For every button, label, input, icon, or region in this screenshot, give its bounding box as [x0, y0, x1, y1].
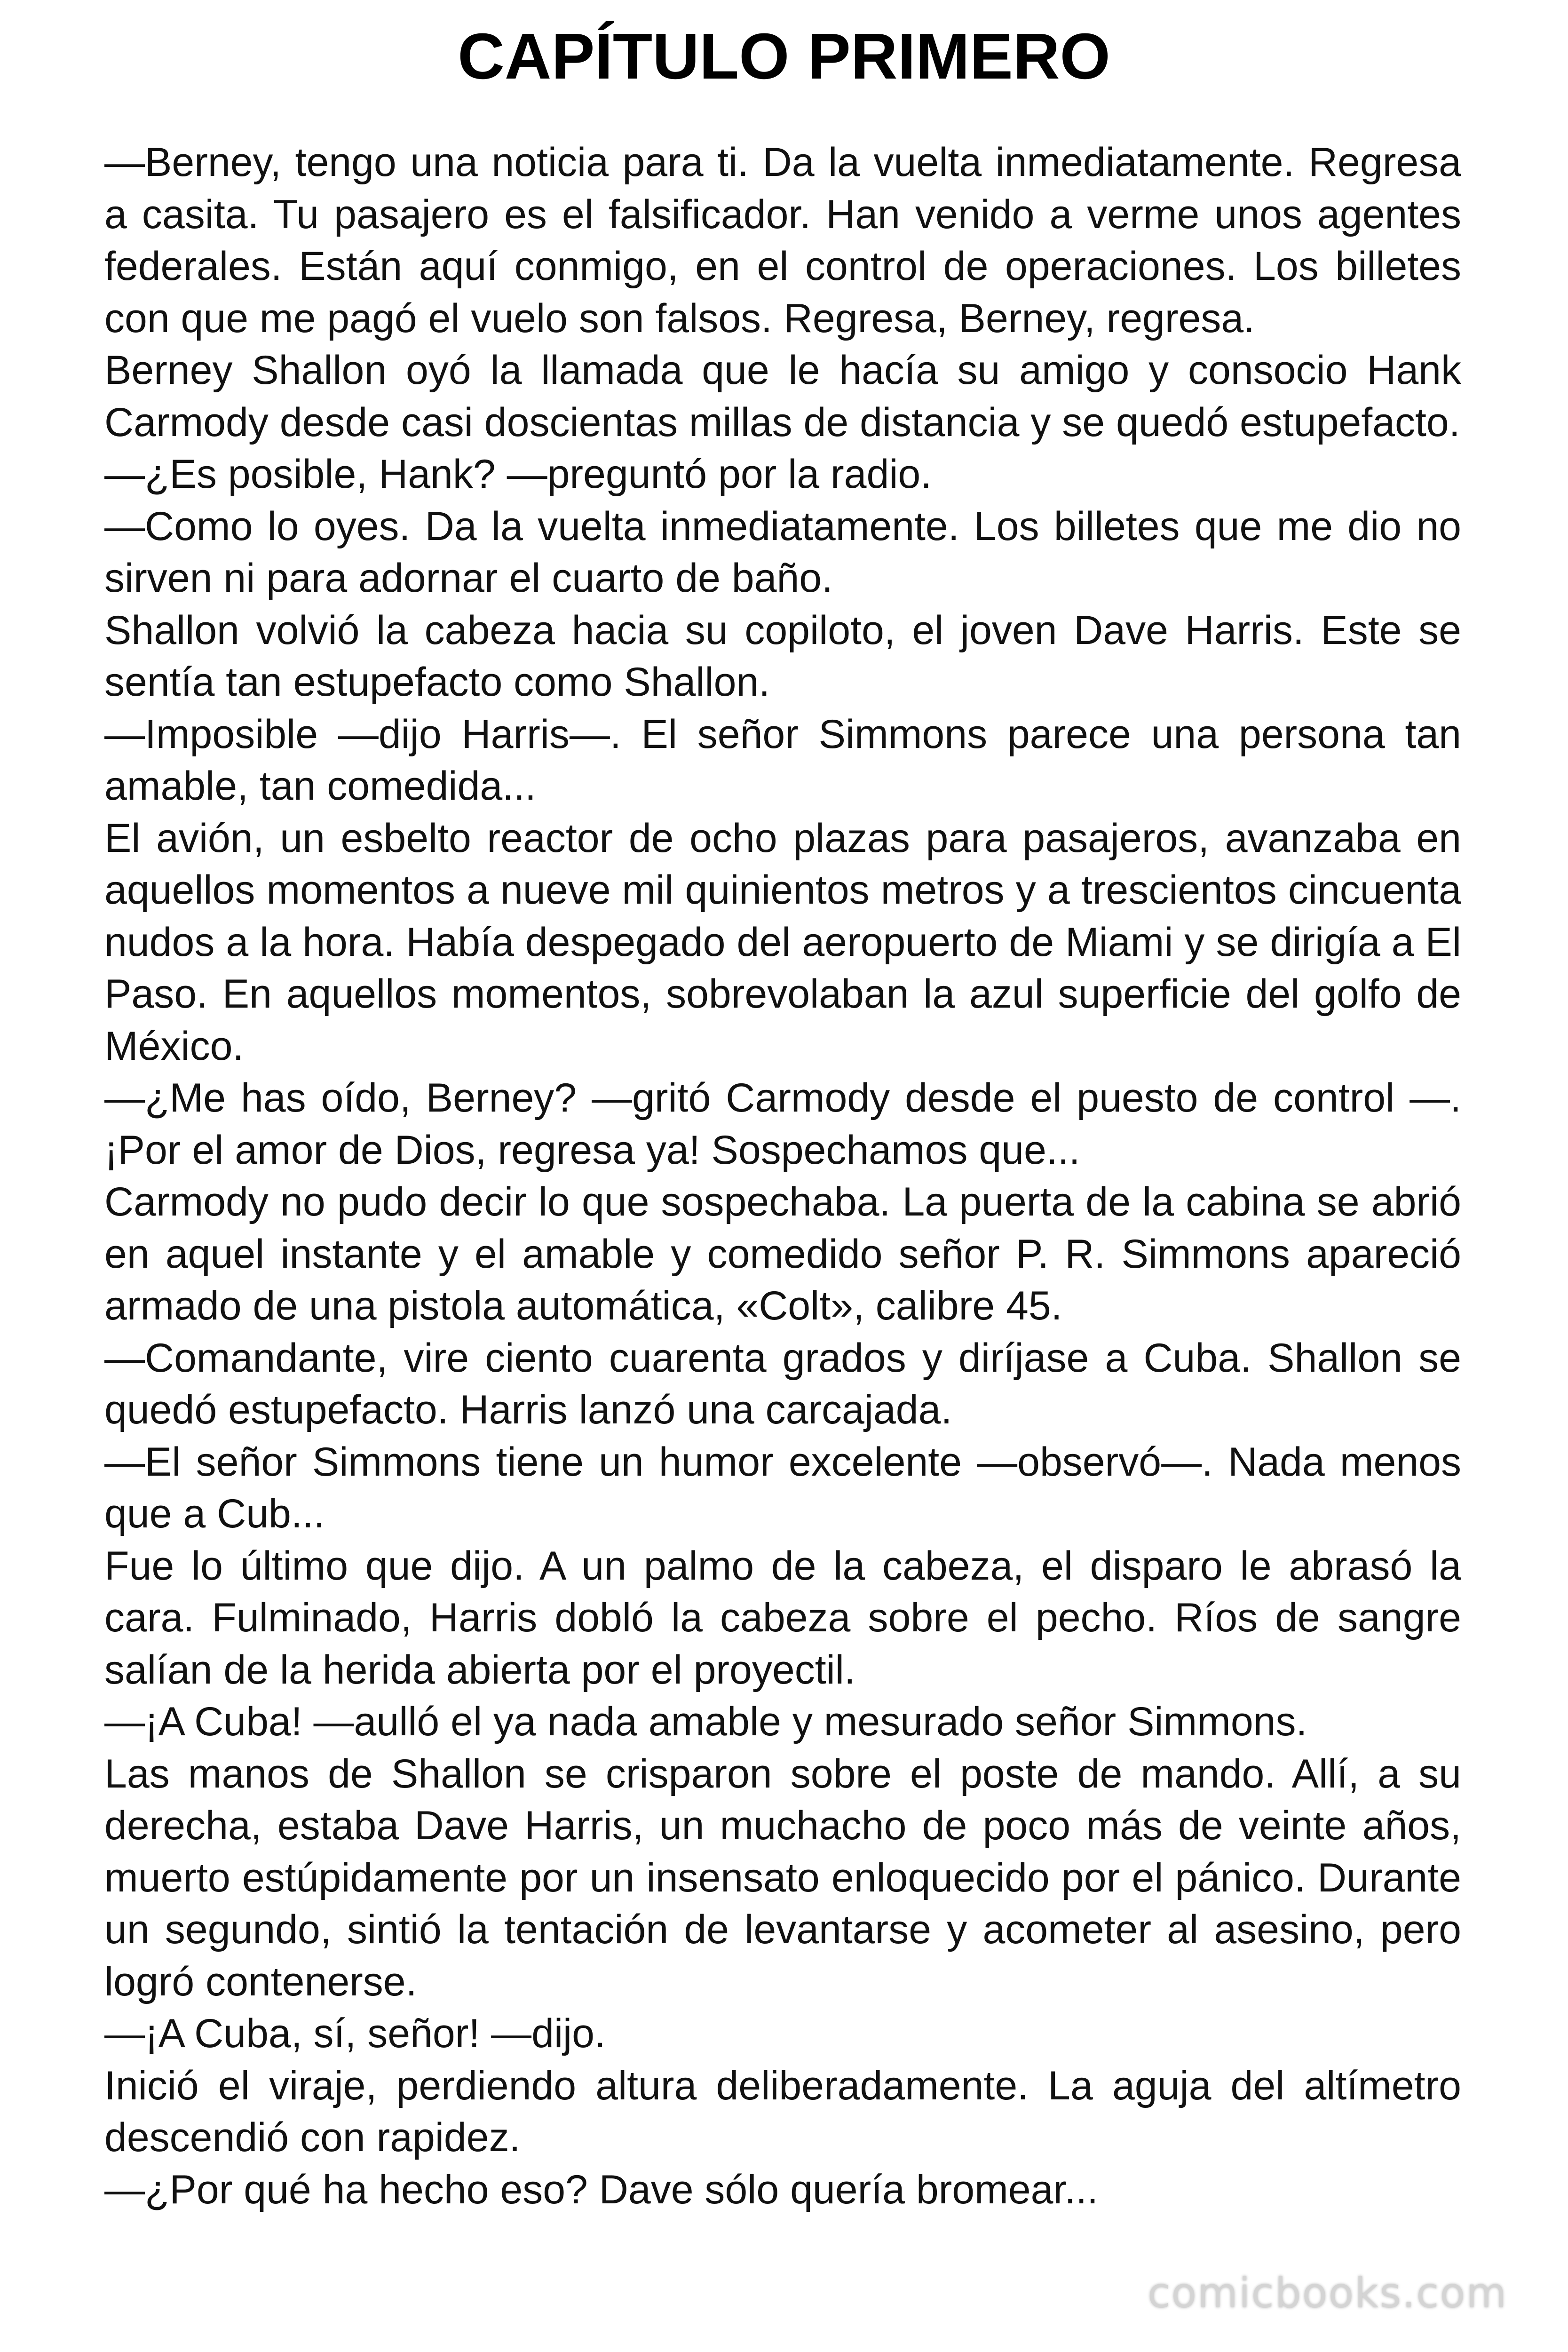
site-watermark: comicbooks.com	[1148, 2269, 1508, 2317]
paragraph: Carmody no pudo decir lo que sospechaba. La puerta de la cabina se abrió en aquel instante y el amable y comedido señor P. R. Simmons apareció armado de una pistola automática, «Colt», calibre 45.	[104, 1179, 1461, 1328]
paragraph: Inició el viraje, perdiendo altura deliberadamente. La aguja del altímetro descendió con rapidez.	[104, 2063, 1461, 2160]
chapter-title: CAPÍTULO PRIMERO	[458, 20, 1110, 93]
chapter-body	[104, 136, 1461, 2216]
paragraph: —Imposible —dijo Harris—. El señor Simmons parece una persona tan amable, tan comedida...	[104, 711, 1461, 809]
paragraph: Berney Shallon oyó la llamada que le hacía su amigo y consocio Hank Carmody desde casi doscientas millas de distancia y se quedó estupefacto.	[104, 348, 1461, 445]
paragraph: El avión, un esbelto reactor de ocho plazas para pasajeros, avanzaba en aquellos momentos a nueve mil quinientos metros y a trescientos cincuenta nudos a la hora. Había despegado del aeropuerto de Miami y se dirigía a El Paso. En aquellos momentos, sobrevolaban la azul superficie del golfo de México.	[104, 815, 1461, 1069]
paragraph: —El señor Simmons tiene un humor excelente —observó—. Nada menos que a Cub...	[104, 1439, 1461, 1536]
paragraph: Fue lo último que dijo. A un palmo de la cabeza, el disparo le abrasó la cara. Fulminado, Harris dobló la cabeza sobre el pecho. Ríos de sangre salían de la herida abierta por el proyectil.	[104, 1543, 1461, 1692]
paragraph: —¿Es posible, Hank? —preguntó por la radio.	[104, 452, 932, 497]
paragraph: —Comandante, vire ciento cuarenta grados y diríjase a Cuba. Shallon se quedó estupefacto. Harris lanzó una carcajada.	[104, 1335, 1461, 1432]
paragraph: —Como lo oyes. Da la vuelta inmediatamente. Los billetes que me dio no sirven ni para adornar el cuarto de baño.	[104, 503, 1461, 601]
paragraph: —¡A Cuba! —aulló el ya nada amable y mesurado señor Simmons.	[104, 1699, 1307, 1744]
paragraph: —¡A Cuba, sí, señor! —dijo.	[104, 2011, 606, 2056]
paragraph: —¿Por qué ha hecho eso? Dave sólo quería bromear...	[104, 2167, 1099, 2212]
paragraph: Las manos de Shallon se crisparon sobre el poste de mando. Allí, a su derecha, estaba Dave Harris, un muchacho de poco más de veinte años, muerto estúpidamente por un insensato enloquecido por el pánico. Durante un segundo, sintió la tentación de levantarse y acometer al asesino, pero logró contenerse.	[104, 1751, 1461, 2004]
paragraph: Shallon volvió la cabeza hacia su copiloto, el joven Dave Harris. Este se sentía tan estupefacto como Shallon.	[104, 607, 1461, 705]
paragraph: —Berney, tengo una noticia para ti. Da la vuelta inmediatamente. Regresa a casita. Tu pasajero es el falsificador. Han venido a verme unos agentes federales. Están aquí conmigo, en el control de operaciones. Los billetes con que me pagó el vuelo son falsos. Regresa, Berney, regresa.	[104, 140, 1461, 341]
paragraph: —¿Me has oído, Berney? —gritó Carmody desde el puesto de control —. ¡Por el amor de Dios, regresa ya! Sospechamos que...	[104, 1075, 1461, 1173]
